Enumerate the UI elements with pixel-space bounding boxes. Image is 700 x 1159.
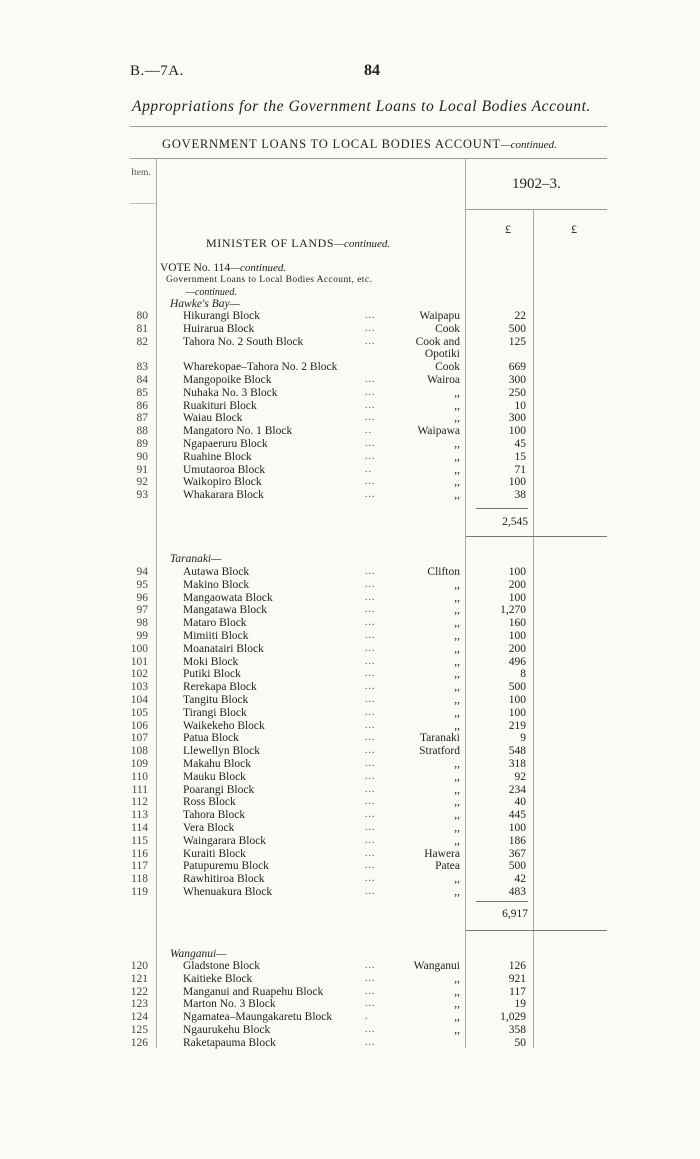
- leader-dots: ...: [365, 960, 376, 971]
- block-name: Ngamatea–Maungakaretu Block: [183, 1011, 333, 1024]
- leader-dots: ...: [365, 1024, 376, 1035]
- amount: 100: [508, 822, 526, 834]
- item-number: 114: [131, 822, 148, 834]
- account-heading: [162, 137, 557, 152]
- item-number: 122: [130, 985, 148, 998]
- leader-dots: ...: [365, 809, 376, 821]
- item-number: 121: [130, 972, 148, 985]
- item-number: 95: [136, 578, 148, 591]
- amount: 358: [508, 1024, 526, 1036]
- subtotal-rule: [476, 901, 528, 902]
- local-body: ,,: [454, 809, 460, 822]
- block-name: Makino Block: [183, 578, 250, 591]
- second-amount-divider: [533, 209, 534, 1048]
- block-name: Vera Block: [183, 822, 235, 834]
- leader-dots: ...: [365, 873, 376, 885]
- block-name: Patupuremu Block: [183, 860, 269, 873]
- item-number: 104: [130, 694, 148, 706]
- amount: 8: [520, 668, 526, 681]
- amount: 200: [508, 578, 526, 591]
- section-total: 2,545: [502, 516, 528, 528]
- amount: 496: [508, 655, 526, 668]
- block-name: Tahora Block: [183, 809, 246, 822]
- block-name: Marton No. 3 Block: [183, 998, 276, 1011]
- leader-dots: ...: [365, 796, 376, 808]
- item-number: 91: [136, 463, 148, 476]
- leader-dots: ...: [365, 604, 376, 616]
- section-title: Taranaki—: [170, 553, 222, 565]
- item-number: 117: [131, 860, 148, 873]
- block-name: Wharekopae–Tahora No. 2 Block: [183, 361, 338, 374]
- amount: 10: [514, 399, 526, 412]
- block-name: Mangopoike Block: [183, 374, 272, 386]
- local-body: Patea: [435, 860, 460, 873]
- section-title: Wanganui—: [170, 948, 227, 960]
- local-body: ,,: [454, 386, 460, 399]
- item-number: 88: [136, 425, 148, 438]
- block-name: Waingarara Block: [183, 834, 267, 847]
- amount: 250: [508, 386, 526, 399]
- local-body: Waipawa: [417, 425, 460, 438]
- leader-dots: ...: [365, 834, 376, 846]
- leader-dots: ...: [365, 322, 376, 334]
- amount: 117: [509, 985, 526, 998]
- item-number: 97: [136, 604, 148, 617]
- item-number: 119: [131, 886, 148, 898]
- amount-column-divider: [465, 158, 466, 1048]
- subtotal-rule: [476, 508, 528, 509]
- page-number: 84: [364, 62, 380, 79]
- block-name: Moki Block: [183, 655, 239, 668]
- item-number: 89: [136, 438, 148, 450]
- block-name: Poarangi Block: [183, 783, 255, 796]
- leader-dots: ...: [365, 758, 376, 769]
- amount: 100: [508, 706, 526, 719]
- amount: 22: [514, 310, 526, 322]
- block-name: Raketapauma Block: [183, 1036, 276, 1049]
- item-number: 113: [131, 809, 148, 822]
- item-number: 92: [136, 476, 148, 489]
- block-name: Ruahine Block: [183, 450, 252, 463]
- year-heading: 1902–3.: [512, 176, 561, 192]
- item-number: 123: [130, 998, 148, 1011]
- block-name: Makahu Block: [183, 758, 252, 770]
- local-body: ,,: [454, 694, 460, 706]
- leader-dots: ...: [365, 822, 376, 833]
- leader-dots: ...: [365, 310, 376, 321]
- local-body: ,,: [454, 489, 460, 502]
- block-name: Moanatairi Block: [183, 642, 264, 655]
- vote-heading: [160, 262, 286, 274]
- block-name: Rawhitiroa Block: [183, 873, 265, 886]
- item-number: 108: [130, 745, 148, 758]
- amount: 100: [508, 476, 526, 489]
- item-number: 112: [131, 796, 148, 809]
- block-name: Umutaoroa Block: [183, 463, 266, 476]
- item-number: 81: [136, 322, 148, 335]
- account-heading-suffix: —continued.: [500, 139, 557, 151]
- amount: 548: [508, 745, 526, 758]
- vote-account: Government Loans to Local Bodies Account, etc.: [166, 275, 373, 285]
- item-number: 109: [130, 758, 148, 770]
- leader-dots: ...: [365, 770, 376, 782]
- local-body: ,,: [454, 770, 460, 783]
- leader-dots: .: [365, 1011, 369, 1023]
- amount: 219: [508, 719, 526, 732]
- leader-dots: ...: [365, 412, 376, 424]
- leader-dots: ..: [365, 425, 372, 437]
- item-number: 86: [136, 399, 148, 412]
- local-body: ,,: [454, 972, 460, 985]
- local-body: ,,: [454, 796, 460, 809]
- leader-dots: ...: [365, 860, 376, 872]
- amount: 483: [508, 886, 526, 898]
- leader-dots: ...: [365, 668, 376, 680]
- local-body: Hawera: [424, 847, 460, 860]
- amount: 500: [508, 860, 526, 873]
- vote-account-continued: —continued.: [186, 287, 237, 298]
- amount: 669: [508, 361, 526, 374]
- amount: 500: [508, 322, 526, 335]
- leader-dots: ...: [365, 591, 376, 603]
- leader-dots: ...: [365, 745, 376, 757]
- item-number: 124: [130, 1011, 148, 1024]
- item-number: 90: [136, 450, 148, 463]
- item-number: 94: [136, 566, 148, 578]
- leader-dots: ...: [365, 706, 376, 718]
- block-name: Kuraiti Block: [183, 847, 246, 860]
- leader-dots: ...: [365, 1036, 376, 1048]
- local-body: Stratford: [419, 745, 460, 758]
- block-name: Ruakituri Block: [183, 399, 257, 412]
- leader-dots: ...: [365, 489, 376, 501]
- amount: 42: [514, 873, 526, 886]
- item-number: 115: [131, 834, 148, 847]
- local-body: Cook and: [415, 335, 460, 348]
- leader-dots: ...: [365, 655, 376, 667]
- local-body: Opotiki: [424, 348, 460, 361]
- section-title: Hawke's Bay—: [170, 298, 240, 310]
- amount: 100: [508, 630, 526, 642]
- account-heading-text: GOVERNMENT LOANS TO LOCAL BODIES ACCOUNT: [162, 137, 501, 151]
- leader-dots: ...: [365, 374, 376, 385]
- leader-dots: ...: [365, 566, 376, 577]
- local-body: ,,: [454, 834, 460, 847]
- local-body: ,,: [454, 617, 460, 630]
- block-name: Putiki Block: [183, 668, 241, 681]
- minister-suffix: —continued.: [334, 238, 391, 250]
- local-body: ,,: [454, 985, 460, 998]
- amount: 9: [520, 732, 526, 745]
- block-name: Nuhaka No. 3 Block: [183, 386, 278, 399]
- local-body: ,,: [454, 630, 460, 642]
- leader-dots: ...: [365, 847, 376, 859]
- amount: 100: [508, 566, 526, 578]
- item-column-divider: [156, 158, 157, 1048]
- amount: 38: [514, 489, 526, 502]
- amount: 300: [508, 412, 526, 425]
- local-body: ,,: [454, 822, 460, 834]
- item-number: 106: [130, 719, 148, 732]
- amount: 92: [514, 770, 526, 783]
- item-number: 111: [131, 783, 148, 796]
- leader-dots: ...: [365, 783, 376, 795]
- item-number: 125: [130, 1024, 148, 1036]
- local-body: ,,: [454, 642, 460, 655]
- leader-dots: ...: [365, 642, 376, 654]
- item-number: 101: [130, 655, 148, 668]
- local-body: ,,: [454, 681, 460, 694]
- report-reference: B.—7A.: [130, 63, 184, 79]
- item-number: 103: [130, 681, 148, 694]
- local-body: ,,: [454, 1024, 460, 1036]
- local-body: ,,: [454, 476, 460, 489]
- local-body: ,,: [454, 668, 460, 681]
- item-number: 126: [130, 1036, 148, 1049]
- leader-dots: ...: [365, 972, 376, 984]
- amount: 186: [508, 834, 526, 847]
- amount: 160: [508, 617, 526, 630]
- amount: 200: [508, 642, 526, 655]
- leader-dots: ...: [365, 335, 376, 347]
- amount: 234: [508, 783, 526, 796]
- leader-dots: ...: [365, 694, 376, 705]
- block-name: Mataro Block: [183, 617, 247, 630]
- appropriation-title: Appropriations for the Government Loans to Local Bodies Account.: [132, 98, 592, 115]
- local-body: ,,: [454, 412, 460, 425]
- block-name: Autawa Block: [183, 566, 250, 578]
- item-number: 118: [131, 873, 148, 886]
- leader-dots: ...: [365, 719, 376, 731]
- block-name: Waikopiro Block: [183, 476, 262, 489]
- year-rule: [465, 209, 607, 210]
- item-number: 107: [130, 732, 148, 745]
- section-total: 6,917: [502, 908, 528, 920]
- leader-dots: ...: [365, 438, 376, 449]
- amount: 100: [508, 591, 526, 604]
- item-number: 102: [130, 668, 148, 681]
- block-name: Llewellyn Block: [183, 745, 260, 758]
- item-number: 116: [131, 847, 148, 860]
- local-body: ,,: [454, 463, 460, 476]
- leader-dots: ...: [365, 617, 376, 629]
- amount: 45: [514, 438, 526, 450]
- item-number: 87: [136, 412, 148, 425]
- item-number: 98: [136, 617, 148, 630]
- amount: 318: [508, 758, 526, 770]
- local-body: ,,: [454, 719, 460, 732]
- amount: 100: [508, 425, 526, 438]
- block-name: Ross Block: [183, 796, 236, 809]
- amount: 921: [508, 972, 526, 985]
- item-column-label: Item.: [131, 168, 151, 178]
- block-name: Tangitu Block: [183, 694, 249, 706]
- local-body: ,,: [454, 655, 460, 668]
- pound-sign-col1: £: [505, 222, 511, 236]
- amount: 100: [508, 694, 526, 706]
- amount: 1,029: [500, 1011, 526, 1024]
- local-body: ,,: [454, 998, 460, 1011]
- item-number: 93: [136, 489, 148, 502]
- item-number: 80: [136, 310, 148, 322]
- item-number: 99: [136, 630, 148, 642]
- block-name: Ngapaeruru Block: [183, 438, 268, 450]
- leader-dots: ...: [365, 998, 376, 1010]
- vote-text: VOTE No. 114: [160, 262, 231, 274]
- block-name: Mauku Block: [183, 770, 246, 783]
- block-name: Waikekeho Block: [183, 719, 265, 732]
- local-body: ,,: [454, 873, 460, 886]
- block-name: Mangatawa Block: [183, 604, 267, 617]
- amount: 15: [514, 450, 526, 463]
- block-name: Whakarara Block: [183, 489, 264, 502]
- item-number: 82: [136, 335, 148, 348]
- pound-sign-col2: £: [571, 222, 577, 236]
- item-number: 110: [131, 770, 148, 783]
- leader-dots: ...: [365, 681, 376, 693]
- item-number: 96: [136, 591, 148, 604]
- amount: 125: [508, 335, 526, 348]
- item-label-rule: [130, 203, 156, 204]
- local-body: ,,: [454, 604, 460, 617]
- block-name: Mimiiti Block: [183, 630, 249, 642]
- local-body: Cook: [435, 361, 460, 374]
- block-name: Rerekapa Block: [183, 681, 257, 694]
- local-body: Wanganui: [413, 960, 460, 972]
- block-name: Kaitieke Block: [183, 972, 253, 985]
- minister-text: MINISTER OF LANDS: [206, 236, 335, 250]
- block-name: Huirarua Block: [183, 322, 255, 335]
- leader-dots: ...: [365, 630, 376, 641]
- leader-dots: ...: [365, 732, 376, 744]
- amount: 126: [508, 960, 526, 972]
- local-body: ,,: [454, 758, 460, 770]
- local-body: Cook: [435, 322, 460, 335]
- total-rule: [466, 930, 607, 931]
- leader-dots: ..: [365, 463, 372, 475]
- local-body: Wairoa: [427, 374, 460, 386]
- amount: 1,270: [500, 604, 526, 617]
- block-name: Whenuakura Block: [183, 886, 273, 898]
- block-name: Tirangi Block: [183, 706, 247, 719]
- amount: 300: [508, 374, 526, 386]
- table-top-rule: [130, 158, 607, 159]
- item-number: 120: [130, 960, 148, 972]
- item-number: 100: [130, 642, 148, 655]
- vote-suffix: —continued.: [230, 262, 287, 274]
- minister-heading: [206, 236, 390, 251]
- item-number: 84: [136, 374, 148, 386]
- block-name: Hikurangi Block: [183, 310, 260, 322]
- local-body: ,,: [454, 399, 460, 412]
- leader-dots: ...: [365, 886, 376, 897]
- block-name: Mangaowata Block: [183, 591, 273, 604]
- local-body: Taranaki: [419, 732, 460, 745]
- local-body: ,,: [454, 578, 460, 591]
- item-number: 85: [136, 386, 148, 399]
- title-rule: [130, 126, 607, 127]
- local-body: Clifton: [427, 566, 460, 578]
- leader-dots: ...: [365, 450, 376, 462]
- amount: 445: [508, 809, 526, 822]
- amount: 500: [508, 681, 526, 694]
- item-number: 83: [136, 361, 148, 374]
- leader-dots: ...: [365, 399, 376, 411]
- local-body: ,,: [454, 438, 460, 450]
- block-name: Gladstone Block: [183, 960, 260, 972]
- amount: 40: [514, 796, 526, 809]
- block-name: Waiau Block: [183, 412, 243, 425]
- block-name: Manganui and Ruapehu Block: [183, 985, 324, 998]
- amount: 50: [514, 1036, 526, 1049]
- local-body: ,,: [454, 706, 460, 719]
- leader-dots: ...: [365, 985, 376, 997]
- leader-dots: ...: [365, 578, 376, 590]
- local-body: ,,: [454, 886, 460, 898]
- local-body: ,,: [454, 1011, 460, 1024]
- block-name: Mangatoro No. 1 Block: [183, 425, 293, 438]
- item-number: 105: [130, 706, 148, 719]
- local-body: ,,: [454, 783, 460, 796]
- block-name: Tahora No. 2 South Block: [183, 335, 304, 348]
- local-body: Waipapu: [419, 310, 460, 322]
- block-name: Ngaurukehu Block: [183, 1024, 271, 1036]
- leader-dots: ...: [365, 386, 376, 398]
- leader-dots: ...: [365, 476, 376, 488]
- amount: 367: [508, 847, 526, 860]
- total-rule: [466, 536, 607, 537]
- local-body: ,,: [454, 591, 460, 604]
- amount: 19: [514, 998, 526, 1011]
- local-body: ,,: [454, 450, 460, 463]
- amount: 71: [514, 463, 526, 476]
- block-name: Patua Block: [183, 732, 239, 745]
